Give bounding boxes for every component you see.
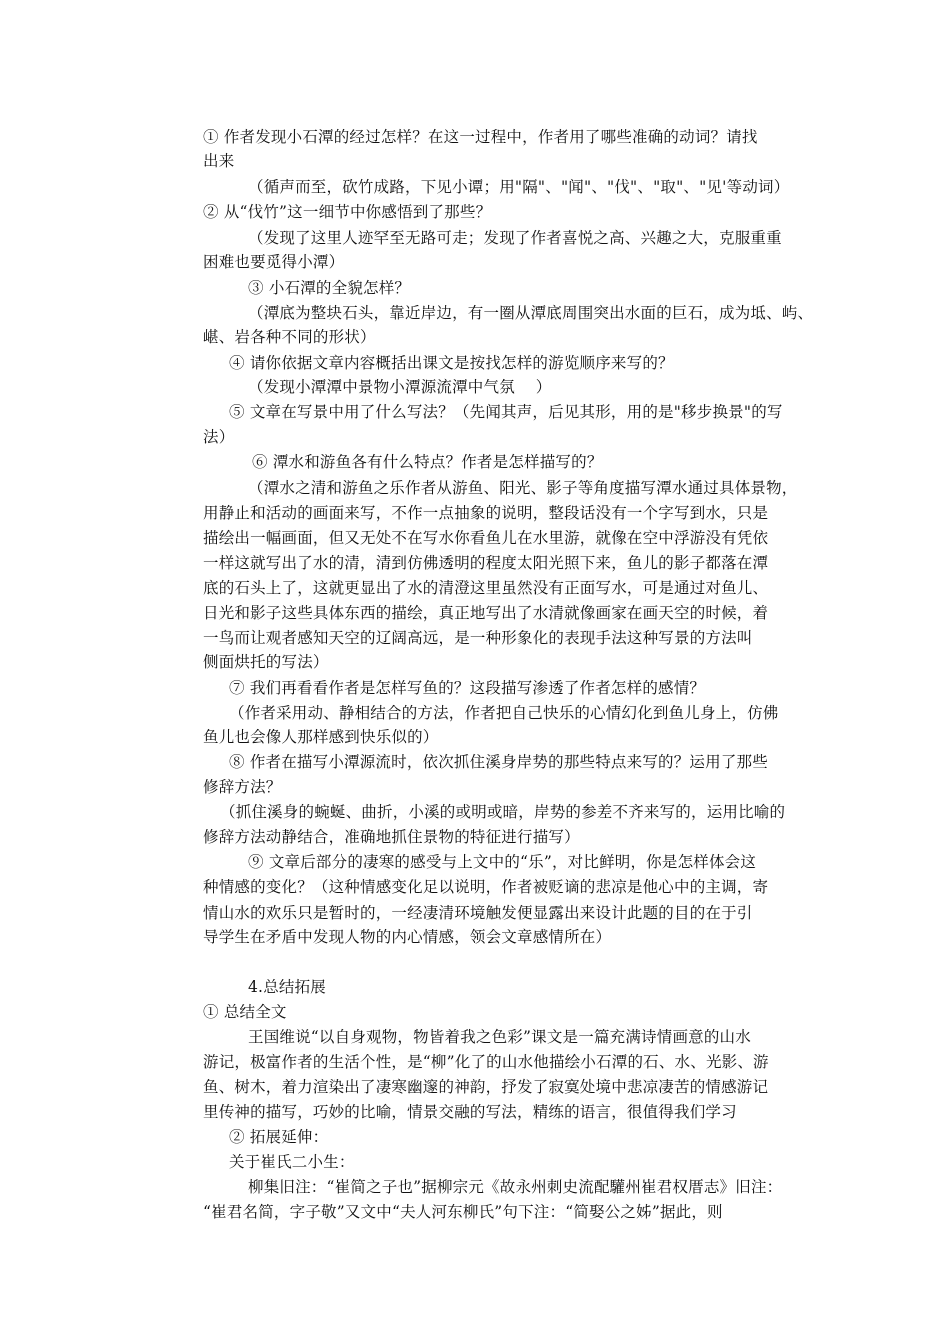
text-line: （循声而至，砍竹成路，下见小谭；用"隔"、"闻"、"伐"、"取"、"见'等动词）: [248, 178, 790, 196]
text-line: 修辞方法？: [203, 778, 282, 796]
text-line: 情山水的欢乐只是暂时的，一经凄清环境触发便显露出来设计此题的目的在于引: [203, 904, 753, 922]
text-line: ③ 小石潭的全貌怎样？: [248, 279, 411, 297]
text-line: ① 作者发现小石潭的经过怎样？在这一过程中，作者用了哪些准确的动词？请找: [203, 128, 758, 146]
text-line: “崔君名简，字子敬”又文中“夫人河东柳氏”句下注：“简娶公之姊”据此，则: [203, 1203, 723, 1221]
text-line: 侧面烘托的写法）: [203, 653, 329, 671]
text-line: 底的石头上了，这就更显出了水的清澄这里虽然没有正面写水，可是通过对鱼儿、: [203, 579, 769, 597]
text-line: （发现了这里人迹罕至无路可走；发现了作者喜悦之高、兴趣之大，克服重重: [248, 229, 782, 247]
text-line: 一鸟而让观者感知天空的辽阔高远，是一种形象化的表现手法这种写景的方法叫: [203, 629, 753, 647]
text-line: 困难也要觅得小潭）: [203, 253, 345, 271]
text-line: 里传神的描写，巧妙的比喻，情景交融的写法，精练的语言，很值得我们学习: [203, 1103, 737, 1121]
text-line: （抓住溪身的蜿蜒、曲折，小溪的或明或暗，岸势的参差不齐来写的，运用比喻的: [220, 803, 786, 821]
text-line: （潭底为整块石头，靠近岸边，有一圈从潭底周围突出水面的巨石，成为坻、屿、: [248, 304, 814, 322]
text-line: 导学生在矛盾中发现人物的内心情感，领会文章感情所在）: [203, 928, 612, 946]
text-line: （潭水之清和游鱼之乐作者从游鱼、阳光、影子等角度描写潭水通过具体景物，: [248, 479, 798, 497]
section-heading: 4.总结拓展: [248, 978, 326, 996]
text-line: 鱼儿也会像人那样感到快乐似的）: [203, 728, 439, 746]
text-line: 柳集旧注：“崔简之子也”据柳宗元《故永州刺史流配驩州崔君权厝志》旧注：: [248, 1178, 783, 1196]
text-line: ② 从“伐竹”这一细节中你感悟到了那些？: [203, 203, 492, 221]
text-line: ④ 请你依据文章内容概括出课文是按找怎样的游览顺序来写的？: [229, 354, 674, 372]
text-line: 描绘出一幅画面，但又无处不在写水你看鱼儿在水里游，就像在空中浮游没有凭依: [203, 529, 769, 547]
text-line: 王国维说“以自身观物，物皆着我之色彩”课文是一篇充满诗情画意的山水: [248, 1028, 751, 1046]
text-line: 一样这就写出了水的清，清到仿佛透明的程度太阳光照下来，鱼儿的影子都落在潭: [203, 554, 769, 572]
text-line: ⑦ 我们再看看作者是怎样写鱼的？这段描写渗透了作者怎样的感情？: [229, 679, 706, 697]
text-line: 用静止和活动的画面来写，不作一点抽象的说明，整段话没有一个字写到水，只是: [203, 504, 769, 522]
text-line: 法）: [203, 428, 235, 446]
text-line: ⑧ 作者在描写小潭源流时，依次抓住溪身岸势的那些特点来写的？运用了那些: [229, 753, 768, 771]
text-line: ⑨ 文章后部分的凄寒的感受与上文中的“乐”，对比鲜明，你是怎样体会这: [248, 853, 757, 871]
text-line: ⑥ 潭水和游鱼各有什么特点？作者是怎样描写的？: [252, 453, 603, 471]
text-line: 种情感的变化？（这种情感变化足以说明，作者被贬谪的悲凉是他心中的主调，寄: [203, 878, 769, 896]
text-line: 关于崔氏二小生：: [229, 1153, 355, 1171]
text-line: 游记，极富作者的生活个性，是“柳”化了的山水他描绘小石潭的石、水、光影、游: [203, 1053, 769, 1071]
text-line: ① 总结全文: [203, 1003, 287, 1021]
text-line: （作者采用动、静相结合的方法，作者把自己快乐的心情幻化到鱼儿身上，仿佛: [229, 704, 779, 722]
text-line: 日光和影子这些具体东西的描绘，真正地写出了水清就像画家在画天空的时候，着: [203, 604, 769, 622]
text-line: 嵁、岩各种不同的形状）: [203, 328, 376, 346]
text-line: 鱼、树木，着力渲染出了凄寒幽邃的神韵，抒发了寂寞处境中悲凉凄苦的情感游记: [203, 1078, 769, 1096]
text-line: 出来: [203, 152, 235, 170]
text-line: （发现小潭潭中景物小潭源流潭中气氛 ）: [248, 378, 552, 396]
text-line: ⑤ 文章在写景中用了什么写法？（先闻其声，后见其形，用的是"移步换景"的写: [229, 403, 783, 421]
text-line: 修辞方法动静结合，准确地抓住景物的特征进行描写）: [203, 828, 580, 846]
text-line: ② 拓展延伸：: [229, 1128, 329, 1146]
